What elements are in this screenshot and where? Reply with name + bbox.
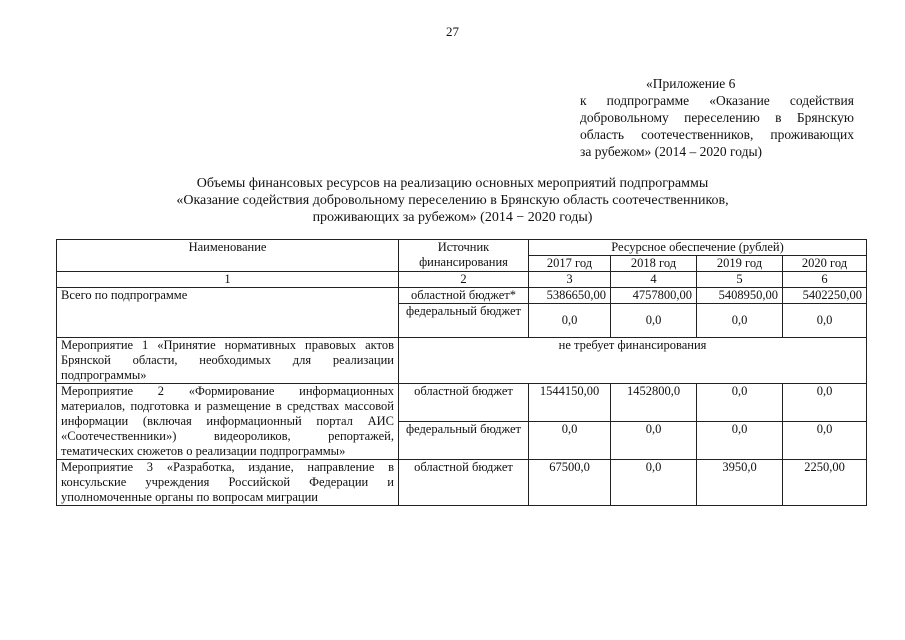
value-cell: 0,0 bbox=[783, 384, 867, 422]
value-cell: 0,0 bbox=[783, 422, 867, 460]
header-source: Источник финансирования bbox=[399, 240, 529, 272]
title-line: Объемы финансовых ресурсов на реализацию основных мероприятий подпрограммы bbox=[196, 176, 709, 191]
page-number: 27 bbox=[446, 24, 459, 39]
value-cell: 1452800,0 bbox=[611, 384, 697, 422]
funding-table bbox=[56, 239, 867, 506]
header-resource: Ресурсное обеспечение (рублей) bbox=[529, 240, 867, 256]
event1-name: Мероприятие 1 «Принятие нормативных правовых актов Брянской области, необходимых для реализации подпрограммы» bbox=[57, 338, 399, 384]
title-line: проживающих за рубежом» (2014 − 2020 годы) bbox=[312, 210, 593, 225]
appendix-line: за рубежом» (2014 – 2020 годы) bbox=[580, 144, 763, 159]
source-cell: областной бюджет* bbox=[399, 288, 529, 304]
value-cell: 0,0 bbox=[529, 422, 611, 460]
source-cell: федеральный бюджет bbox=[399, 304, 529, 338]
header-row bbox=[57, 240, 867, 256]
table-row bbox=[57, 288, 867, 304]
header-name: Наименование bbox=[57, 240, 399, 272]
column-number: 1 bbox=[57, 272, 399, 288]
value-cell: 67500,0 bbox=[529, 460, 611, 506]
source-cell: федеральный бюджет bbox=[399, 422, 529, 460]
header-year: 2017 год bbox=[529, 256, 611, 272]
header-year: 2019 год bbox=[697, 256, 783, 272]
no-funding-note: не требует финансирования bbox=[399, 338, 867, 384]
table-row bbox=[57, 338, 867, 384]
table-row bbox=[57, 384, 867, 422]
appendix-line: область соотечественников, проживающих bbox=[580, 127, 854, 142]
column-number: 6 bbox=[783, 272, 867, 288]
appendix-line: добровольному переселению в Брянскую bbox=[580, 110, 854, 125]
appendix-title: «Приложение 6 bbox=[646, 76, 736, 91]
document-title bbox=[40, 175, 865, 226]
appendix-block bbox=[580, 75, 854, 160]
value-cell: 0,0 bbox=[697, 422, 783, 460]
value-cell: 4757800,00 bbox=[611, 288, 697, 304]
header-year: 2018 год bbox=[611, 256, 697, 272]
value-cell: 2250,00 bbox=[783, 460, 867, 506]
event3-name: Мероприятие 3 «Разработка, издание, направление в консульские учреждения Российской Федерации и уполномоченные органы по вопросам миграции bbox=[57, 460, 399, 506]
header-year: 2020 год bbox=[783, 256, 867, 272]
total-name: Всего по подпрограмме bbox=[57, 288, 399, 338]
value-cell: 5408950,00 bbox=[697, 288, 783, 304]
value-cell: 0,0 bbox=[697, 384, 783, 422]
column-number: 2 bbox=[399, 272, 529, 288]
source-cell: областной бюджет bbox=[399, 460, 529, 506]
value-cell: 5402250,00 bbox=[783, 288, 867, 304]
value-cell: 5386650,00 bbox=[529, 288, 611, 304]
value-cell: 0,0 bbox=[611, 422, 697, 460]
column-number: 4 bbox=[611, 272, 697, 288]
value-cell: 0,0 bbox=[529, 304, 611, 338]
value-cell: 0,0 bbox=[611, 304, 697, 338]
source-cell: областной бюджет bbox=[399, 384, 529, 422]
column-number: 5 bbox=[697, 272, 783, 288]
value-cell: 3950,0 bbox=[697, 460, 783, 506]
value-cell: 0,0 bbox=[783, 304, 867, 338]
column-number: 3 bbox=[529, 272, 611, 288]
value-cell: 1544150,00 bbox=[529, 384, 611, 422]
appendix-line: к подпрограмме «Оказание содействия bbox=[580, 93, 854, 108]
event2-name: Мероприятие 2 «Формирование информационных материалов, подготовка и размещение в средствах массовой информации (включая информационный портал АИС «Соотечественники») видеороликов, репортажей, тематических сюжетов о реализации подпрограммы» bbox=[57, 384, 399, 460]
table-row bbox=[57, 460, 867, 506]
value-cell: 0,0 bbox=[697, 304, 783, 338]
value-cell: 0,0 bbox=[611, 460, 697, 506]
column-numbers-row bbox=[57, 272, 867, 288]
title-line: «Оказание содействия добровольному переселению в Брянскую область соотечественников, bbox=[176, 193, 729, 208]
